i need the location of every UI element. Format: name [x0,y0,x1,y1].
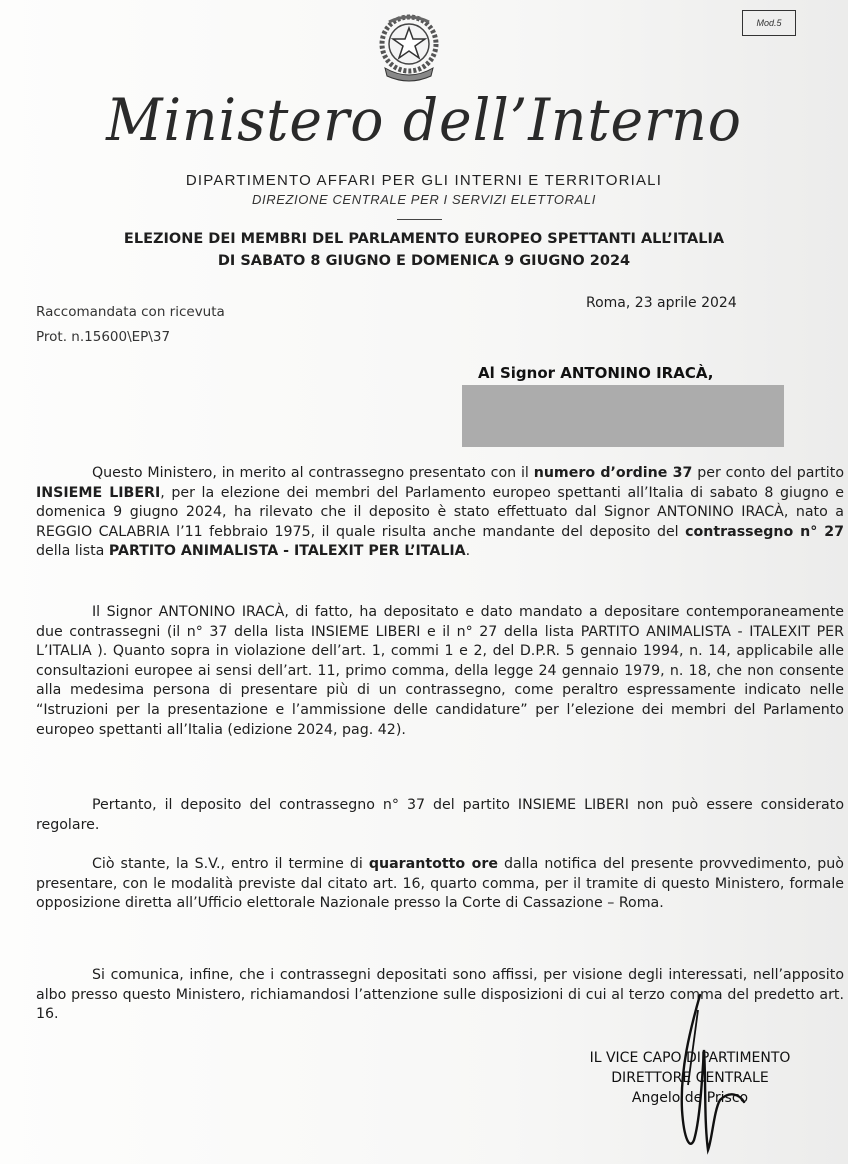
paragraph-4 [36,855,844,914]
letter-meta [36,300,225,350]
recipient-prefix: Al Signor [478,364,561,382]
signatory-title: IL VICE CAPO DIPARTIMENTO [589,1050,791,1066]
emblem-number: contrassegno n° 27 [685,523,844,540]
header-divider [397,219,442,220]
p1-text: . [465,543,471,560]
redacted-address [462,385,784,447]
p1-text: per conto del partito [692,465,844,481]
form-model-label: Mod.5 [742,10,796,36]
order-number: numero d’ordine 37 [533,465,693,481]
party-name: INSIEME LIBERI [36,484,161,501]
election-title-line-2: DI SABATO 8 GIUGNO E DOMENICA 9 GIUGNO 2024 [217,253,631,269]
p4-text: Ciò stante, la S.V., entro il termine di [92,856,369,872]
p1-text: , per la elezione dei membri del Parlamento europeo spettanti all’Italia di sabato 8 giugno e domenica 9 giugno 2024, ha rilevato che il deposito è stato effettuato dal Signor ANTONINO IRACÀ, nato a REGGIO CALABRIA l’11 febbraio 1975, il quale risulta anche mandante del deposito del [36,484,844,540]
p5-text: Si comunica, infine, che i contrassegni depositati sono affissi, per visione degli interessati, nell’apposito albo presso questo Ministero, richiamandosi l’attenzione sulle disposizioni di cui al terzo comma del predetto art. 16. [36,967,844,1023]
handwritten-signature-icon [660,990,750,1160]
protocol-number: Prot. n.15600\EP\37 [36,329,171,345]
p1-text: Questo Ministero, in merito al contrassegno presentato con il [92,465,534,481]
paragraph-1 [36,464,844,562]
p2-text: Il Signor ANTONINO IRACÀ, di fatto, ha depositato e dato mandato a depositare contemporaneamente due contrassegni (il n° 37 della lista INSIEME LIBERI e il n° 27 della lista PARTITO ANIMALISTA - ITALEXIT PER L’ITALIA ). Quanto sopra in violazione dell’art. 1, commi 1 e 2, del D.P.R. 5 gennaio 1994, n. 14, applicabile alle consultazioni europee ai sensi dell’art. 11, primo comma, della legge 24 gennaio 1979, n. 18, che non consente alla medesima persona di presentare più di un contrassegno, come peraltro espressamente indicato nelle “Istruzioni per la presentazione e l’ammissione delle candidature” per l’elezione dei membri del Parlamento europeo spettanti all’Italia (edizione 2024, pag. 42). [36,604,844,738]
p1-text: della lista [36,543,109,560]
recipient-name: ANTONINO IRACÀ, [560,364,714,382]
ministry-name: Ministero dell’Interno [106,86,742,154]
election-title [0,228,848,272]
election-title-line-1: ELEZIONE DEI MEMBRI DEL PARLAMENTO EUROPEO SPETTANTI ALL’ITALIA [123,231,725,247]
italian-republic-emblem-icon [375,10,443,88]
p4-text: dalla notifica del presente provvedimento, può presentare, con le modalità previste dal citato art. 16, quarto comma, per il tramite di questo Ministero, formale opposizione diretta all’Ufficio elettorale Nazionale presso la Corte di Cassazione – Roma. [36,856,844,912]
directorate-name: DIREZIONE CENTRALE PER I SERVIZI ELETTORALI [252,192,596,207]
paragraph-2 [36,603,844,740]
department-name: DIPARTIMENTO AFFARI PER GLI INTERNI E TERRITORIALI [185,172,663,189]
list-name: PARTITO ANIMALISTA - ITALEXIT PER L’ITALIA [108,543,466,560]
signatory-role: DIRETTORE CENTRALE [611,1070,769,1086]
deadline: quarantotto ore [368,856,498,872]
p3-text: Pertanto, il deposito del contrassegno n° 37 del partito INSIEME LIBERI non può essere considerato regolare. [36,797,844,833]
recipient [478,364,713,382]
delivery-method: Raccomandata con ricevuta [36,304,225,320]
paragraph-3 [36,796,844,835]
signatory-name: Angelo de Prisco [631,1090,749,1106]
place-and-date: Roma, 23 aprile 2024 [586,295,737,311]
